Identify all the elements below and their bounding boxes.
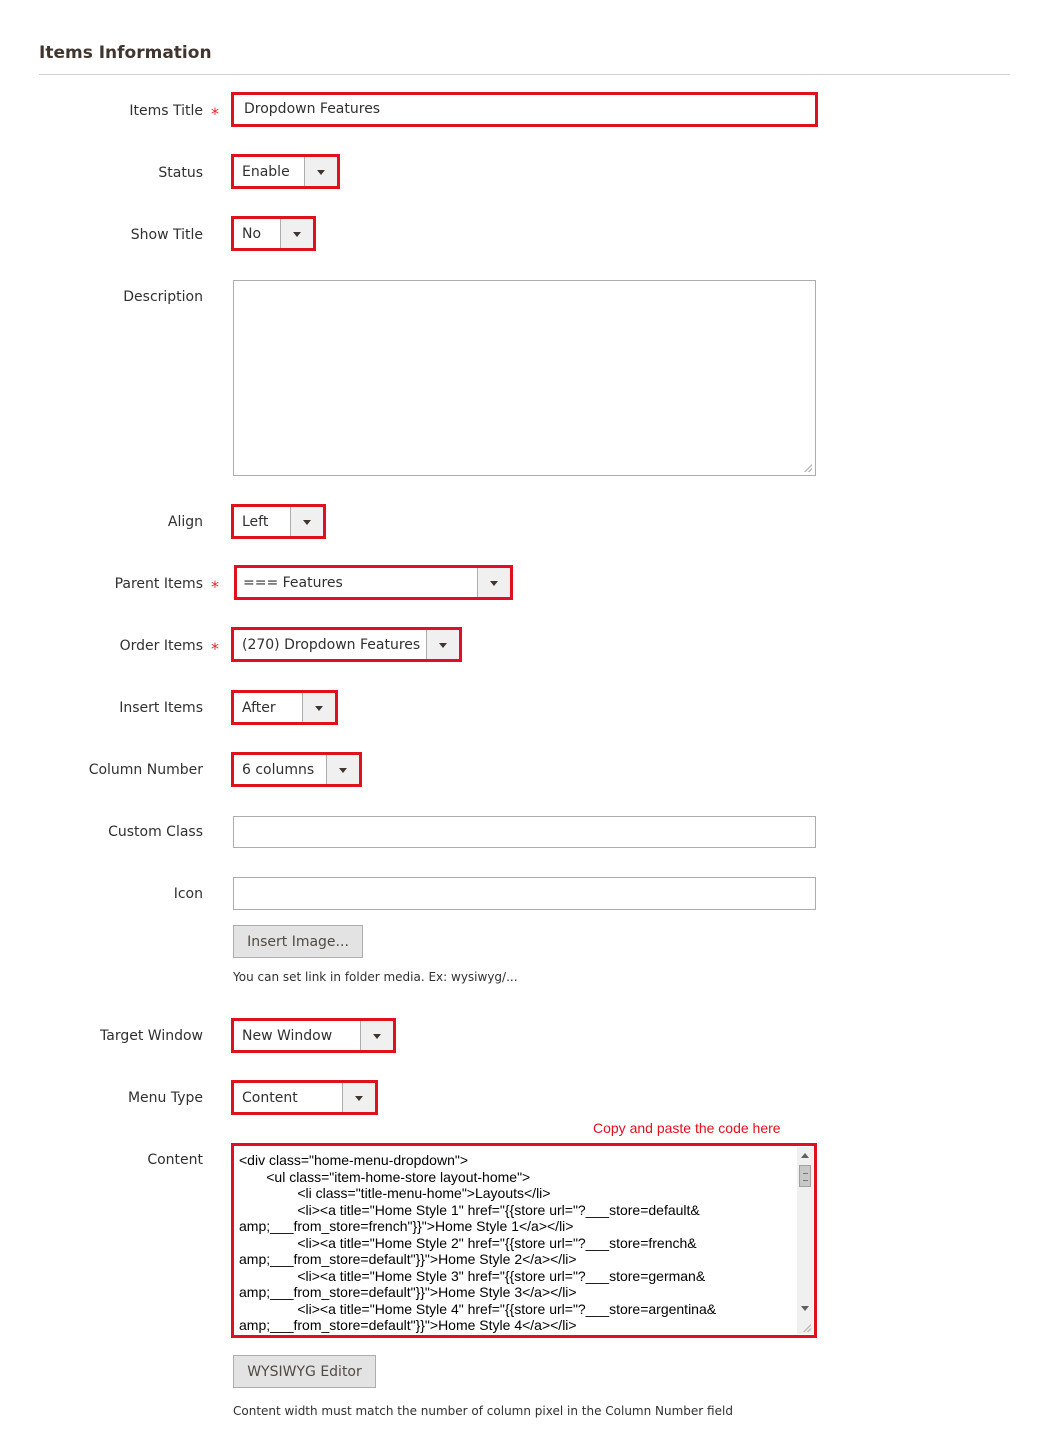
order-items-value: (270) Dropdown Features — [242, 636, 421, 653]
scroll-up-icon[interactable] — [801, 1153, 809, 1158]
content-code: <div class="home-menu-dropdown"> <ul class="item-home-store layout-home"> <li class="title-menu-home">Layouts</li> <li><a title="Home Style 1" href="{{store url="?___store=default& amp;___from_store=french"}}">Home Style 1</a></li> <li><a title="Home Style 2" href="{{store url="?___store=french& amp;___from_store=default"}}">Home Style 2</a></li> <li><a title="Home Style 3" href="{{store url="?___store=german& amp;___from_store=default"}}">Home Style 3</a></li> <li><a title="Home Style 4" href="{{store url="?___store=argentina& amp;___from_store=default"}}">Home Style 4</a></li> — [239, 1152, 717, 1333]
content-annotation: Copy and paste the code here — [593, 1120, 781, 1136]
target-window-value: New Window — [242, 1027, 333, 1044]
items-title-input[interactable] — [233, 94, 816, 125]
items-title-label: Items Title — [129, 103, 203, 119]
section-title: Items Information — [39, 43, 212, 63]
column-number-label: Column Number — [88, 762, 203, 778]
required-marker: * — [211, 104, 219, 123]
column-number-value: 6 columns — [242, 761, 315, 778]
target-window-select[interactable] — [233, 1020, 394, 1051]
scroll-thumb[interactable] — [799, 1165, 811, 1187]
status-label: Status — [158, 165, 203, 181]
scroll-down-icon[interactable] — [801, 1306, 809, 1311]
show-title-label: Show Title — [130, 227, 203, 243]
show-title-select[interactable] — [233, 218, 314, 249]
order-items-select[interactable] — [233, 629, 460, 660]
scrollbar[interactable] — [797, 1147, 813, 1334]
menu-type-value: Content — [242, 1089, 298, 1106]
parent-items-select[interactable] — [236, 567, 511, 598]
icon-input[interactable] — [233, 877, 816, 910]
chevron-down-icon — [360, 1021, 393, 1050]
status-select[interactable] — [233, 156, 338, 187]
target-window-label: Target Window — [100, 1028, 203, 1044]
resize-grip-icon[interactable] — [803, 1324, 811, 1332]
description-label: Description — [123, 289, 203, 305]
column-number-select[interactable] — [233, 754, 360, 785]
align-value: Left — [242, 513, 269, 530]
chevron-down-icon — [342, 1083, 375, 1112]
required-marker: * — [211, 577, 219, 596]
custom-class-label: Custom Class — [108, 824, 203, 840]
align-label: Align — [167, 514, 203, 530]
chevron-down-icon — [304, 157, 337, 186]
insert-items-value: After — [242, 699, 276, 716]
custom-class-input[interactable] — [233, 816, 816, 848]
icon-label: Icon — [173, 886, 203, 902]
icon-note: You can set link in folder media. Ex: wysiwyg/... — [233, 970, 518, 984]
chevron-down-icon — [302, 693, 335, 722]
chevron-down-icon — [477, 568, 510, 597]
chevron-down-icon — [290, 507, 323, 536]
content-label: Content — [147, 1152, 203, 1168]
required-marker: * — [211, 639, 219, 658]
content-note: Content width must match the number of column pixel in the Column Number field — [233, 1404, 733, 1418]
section-divider — [39, 74, 1010, 75]
insert-items-select[interactable] — [233, 692, 336, 723]
parent-items-label: Parent Items — [114, 576, 203, 592]
order-items-label: Order Items — [119, 638, 203, 654]
items-title-value: Dropdown Features — [244, 101, 381, 117]
content-textarea[interactable] — [233, 1145, 815, 1336]
description-textarea[interactable] — [233, 280, 816, 476]
insert-items-label: Insert Items — [119, 700, 203, 716]
chevron-down-icon — [426, 630, 459, 659]
wysiwyg-editor-button[interactable]: WYSIWYG Editor — [233, 1355, 376, 1388]
menu-type-label: Menu Type — [127, 1090, 203, 1106]
align-select[interactable] — [233, 506, 324, 537]
insert-image-button[interactable]: Insert Image... — [233, 925, 363, 958]
show-title-value: No — [242, 225, 262, 242]
parent-items-value: === Features — [243, 574, 343, 591]
chevron-down-icon — [280, 219, 313, 248]
menu-type-select[interactable] — [233, 1082, 376, 1113]
resize-grip-icon[interactable] — [804, 464, 812, 472]
status-value: Enable — [242, 163, 290, 180]
chevron-down-icon — [326, 755, 359, 784]
